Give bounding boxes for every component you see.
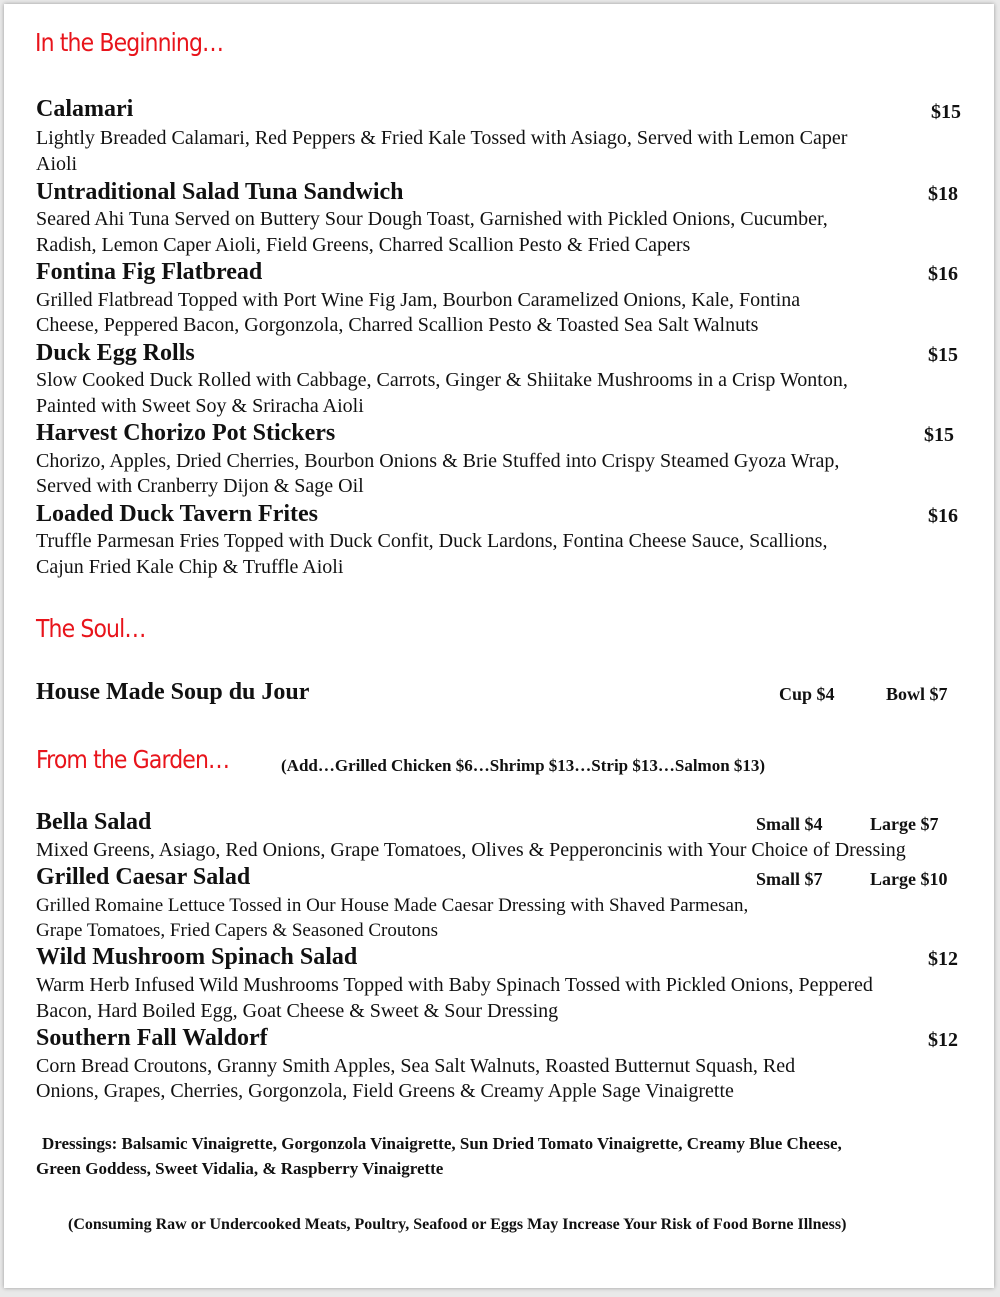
salad-description: Corn Bread Croutons, Granny Smith Apples, Sea Salt Walnuts, Roasted Butternut Squash, Red — [36, 1055, 796, 1077]
salad-description: Onions, Grapes, Cherries, Gorgonzola, Field Greens & Creamy Apple Sage Vinaigrette — [36, 1080, 734, 1102]
salad-description: Bacon, Hard Boiled Egg, Goat Cheese & Sweet & Sour Dressing — [36, 1000, 559, 1022]
menu-item-price: $16 — [928, 505, 958, 527]
salad-name: Wild Mushroom Spinach Salad — [36, 944, 358, 970]
dressings-list: Dressings: Balsamic Vinaigrette, Gorgonzola Vinaigrette, Sun Dried Tomato Vinaigrette, Creamy Blue Cheese, — [42, 1134, 842, 1153]
salad-description: Warm Herb Infused Wild Mushrooms Topped with Baby Spinach Tossed with Pickled Onions, Peppered — [36, 974, 873, 996]
menu-item-description: Cheese, Peppered Bacon, Gorgonzola, Charred Scallion Pesto & Toasted Sea Salt Walnuts — [36, 314, 759, 336]
salad-price-large: Large $7 — [870, 814, 939, 834]
menu-item-description: Radish, Lemon Caper Aioli, Field Greens, Charred Scallion Pesto & Fried Capers — [36, 234, 691, 256]
menu-item-price: $18 — [928, 183, 958, 205]
salad-price-large: Large $10 — [870, 869, 948, 889]
menu-item-name: Loaded Duck Tavern Frites — [36, 501, 319, 527]
salad-description: Grilled Romaine Lettuce Tossed in Our House Made Caesar Dressing with Shaved Parmesan, — [36, 895, 749, 916]
salad-price: $12 — [928, 1029, 958, 1051]
menu-item-price: $16 — [928, 263, 958, 285]
soup-name: House Made Soup du Jour — [36, 679, 310, 705]
menu-item-description: Truffle Parmesan Fries Topped with Duck Confit, Duck Lardons, Fontina Cheese Sauce, Scallions, — [36, 530, 828, 552]
menu-item-description: Grilled Flatbread Topped with Port Wine Fig Jam, Bourbon Caramelized Onions, Kale, Fontina — [36, 289, 801, 311]
section-heading-garden: From the Garden… — [36, 745, 230, 774]
salad-price: $12 — [928, 948, 958, 970]
salad-price-small: Small $4 — [756, 814, 823, 834]
garden-addons-note: (Add…Grilled Chicken $6…Shrimp $13…Strip $13…Salmon $13) — [281, 756, 766, 775]
soup-bowl-price: Bowl $7 — [886, 684, 948, 704]
menu-item-name: Calamari — [36, 96, 134, 122]
menu-item-price: $15 — [924, 424, 954, 446]
salad-name: Southern Fall Waldorf — [36, 1025, 268, 1051]
dressings-list: Green Goddess, Sweet Vidalia, & Raspberry Vinaigrette — [36, 1159, 444, 1178]
menu-item-description: Chorizo, Apples, Dried Cherries, Bourbon Onions & Brie Stuffed into Crispy Steamed Gyoza Wrap, — [36, 450, 840, 472]
soup-cup-price: Cup $4 — [779, 684, 835, 704]
menu-item-name: Harvest Chorizo Pot Stickers — [36, 420, 336, 446]
salad-description: Mixed Greens, Asiago, Red Onions, Grape Tomatoes, Olives & Pepperoncinis with Your Choice of Dressing — [36, 839, 906, 861]
menu-item-name: Fontina Fig Flatbread — [36, 259, 263, 285]
menu-item-description: Served with Cranberry Dijon & Sage Oil — [36, 475, 364, 497]
salad-name: Bella Salad — [36, 809, 152, 835]
section-heading-soul: The Soul… — [36, 614, 146, 643]
menu-item-description: Seared Ahi Tuna Served on Buttery Sour Dough Toast, Garnished with Pickled Onions, Cucumber, — [36, 208, 828, 230]
salad-description: Grape Tomatoes, Fried Capers & Seasoned Croutons — [36, 920, 438, 941]
section-heading-beginning: In the Beginning… — [35, 28, 224, 57]
menu-item-description: Cajun Fried Kale Chip & Truffle Aioli — [36, 556, 344, 578]
menu-item-description: Painted with Sweet Soy & Sriracha Aioli — [36, 395, 364, 417]
menu-item-price: $15 — [931, 101, 961, 123]
menu-item-price: $15 — [928, 344, 958, 366]
food-safety-disclaimer: (Consuming Raw or Undercooked Meats, Poultry, Seafood or Eggs May Increase Your Risk of Food Borne Illness) — [68, 1216, 847, 1233]
salad-name: Grilled Caesar Salad — [36, 864, 251, 890]
menu-item-name: Duck Egg Rolls — [36, 340, 195, 366]
menu-item-description: Aioli — [36, 153, 78, 175]
salad-price-small: Small $7 — [756, 869, 823, 889]
menu-item-name: Untraditional Salad Tuna Sandwich — [36, 179, 404, 205]
menu-item-description: Slow Cooked Duck Rolled with Cabbage, Carrots, Ginger & Shiitake Mushrooms in a Crisp Wonton, — [36, 369, 848, 391]
menu-item-description: Lightly Breaded Calamari, Red Peppers & Fried Kale Tossed with Asiago, Served with Lemon Caper — [36, 127, 848, 149]
